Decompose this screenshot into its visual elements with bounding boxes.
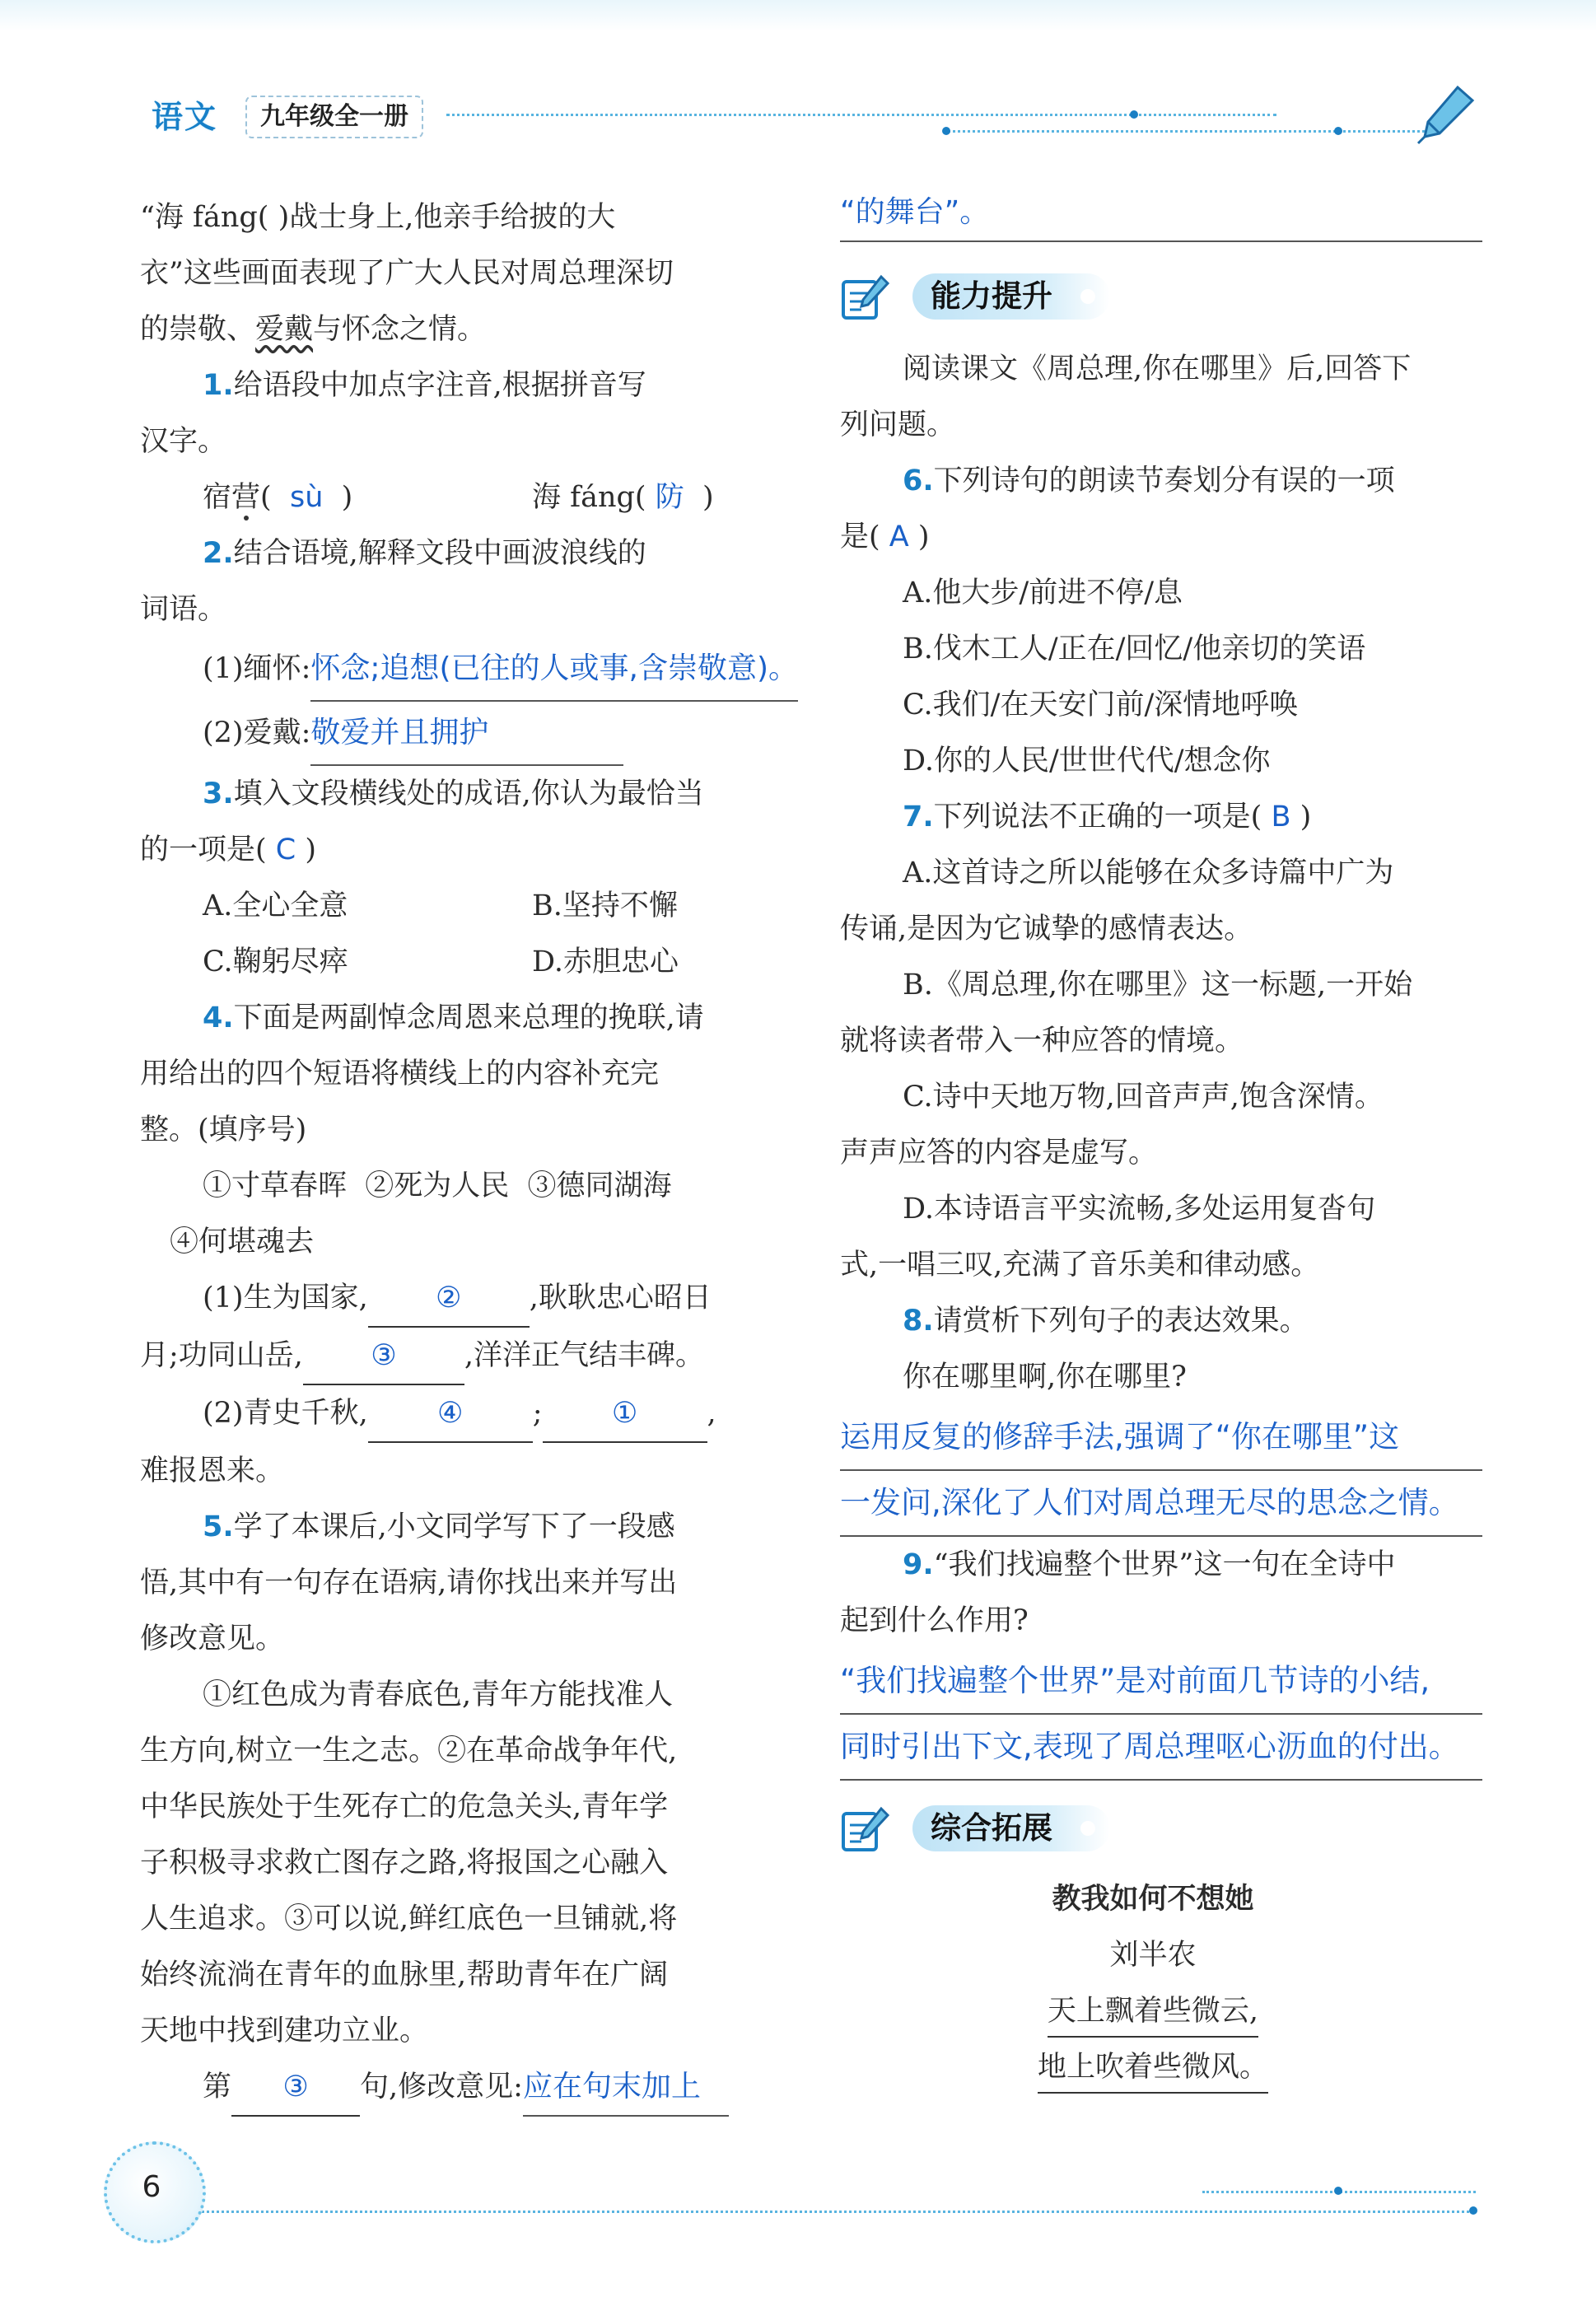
answer: 应在句末加上 (523, 2059, 729, 2117)
option-a: A.全心全意 (203, 889, 348, 922)
question-6 (840, 453, 1482, 509)
text: ,耿耿忠心昭日 (529, 1282, 712, 1314)
question-9 (840, 1537, 1482, 1593)
option-a: 传诵,是因为它诚挚的感情表达。 (840, 913, 1253, 945)
question-text: 填入文段横线处的成语,你认为最恰当 (233, 777, 704, 810)
question-text: 修改意见。 (140, 1622, 285, 1655)
question-number: 3. (203, 777, 234, 810)
q4-options: ①寸草春晖 ②死为人民 ③德同湖海 (203, 1170, 672, 1202)
answer: A (889, 521, 909, 553)
option-a: A.他大步/前进不停/息 (903, 577, 1183, 609)
poem-title: 教我如何不想她 (1052, 1883, 1254, 1916)
q3-options (140, 878, 776, 934)
question-text: 请赏析下列句子的表达效果。 (933, 1305, 1309, 1338)
page-header (140, 89, 1474, 138)
option-c: C.诗中天地万物,回音声声,饱含深情。 (903, 1081, 1384, 1113)
intro-line: 衣”这些画面表现了广大人民对周总理深切 (140, 257, 674, 290)
label: (1)缅怀: (203, 652, 311, 685)
q2-2 (140, 702, 776, 766)
text: 的一项是( (140, 833, 267, 866)
section-header-ability (840, 272, 1219, 321)
q1-answers (140, 469, 776, 525)
option-b: B.坚持不懈 (532, 889, 678, 922)
answer: ④ (368, 1385, 533, 1443)
q4-options: ④何堪魂去 (170, 1226, 315, 1258)
option-d: D.赤胆忠心 (532, 945, 679, 978)
poem-author: 刘半农 (1109, 1939, 1197, 1972)
question-number: 5. (203, 1510, 234, 1543)
reading-intro: 列问题。 (840, 409, 956, 441)
question-8 (840, 1293, 1482, 1349)
question-text: 下列诗句的朗读节奏划分有误的一项 (933, 465, 1395, 497)
reading-intro: 阅读课文《周总理,你在哪里》后,回答下 (903, 352, 1412, 385)
pen-icon (1412, 82, 1477, 148)
passage-line: 中华民族处于生死存亡的危急关头,青年学 (140, 1790, 669, 1823)
text: 月;功同山岳, (140, 1339, 303, 1372)
text: 第 (203, 2071, 232, 2103)
passage-line: 始终流淌在青年的血脉里,帮助青年在广阔 (140, 1959, 669, 1991)
text: 宿 (203, 481, 232, 514)
text: ) (305, 833, 317, 866)
answer: 敬爱并且拥护 (310, 702, 623, 766)
question-number: 9. (903, 1548, 934, 1581)
answer: 防 (655, 481, 684, 514)
question-1 (140, 357, 776, 413)
text: ) (917, 521, 930, 553)
option-b: B.《周总理,你在哪里》这一标题,一开始 (903, 969, 1413, 1001)
question-7 (840, 789, 1482, 845)
passage-line: 生方向,树立一生之志。②在革命战争年代, (140, 1734, 678, 1767)
answer: 同时引出下文,表现了周总理呕心沥血的付出。 (840, 1715, 1482, 1781)
answer: ② (368, 1270, 530, 1328)
question-text (140, 822, 776, 878)
question-number: 7. (903, 801, 934, 833)
question-4 (140, 990, 776, 1046)
answer: 怀念;追想(已往的人或事,含崇敬意)。 (310, 637, 798, 702)
answer: “我们找遍整个世界”是对前面几节诗的小结, (840, 1649, 1482, 1715)
option-d: D.本诗语言平实流畅,多处运用复沓句 (903, 1193, 1376, 1226)
question-text: 学了本课后,小文同学写下了一段感 (233, 1510, 675, 1543)
text: (2)青史千秋, (203, 1397, 368, 1430)
q5-answer (140, 2059, 776, 2117)
text: (1)生为国家, (203, 1282, 368, 1314)
passage-line: 天地中找到建功立业。 (140, 2015, 429, 2047)
text: ) (702, 481, 714, 514)
question-text: 结合语境,解释文段中画波浪线的 (233, 537, 646, 570)
q4-2 (140, 1385, 776, 1443)
question-number: 6. (903, 465, 934, 497)
question-text: “我们找遍整个世界”这一句在全诗中 (933, 1548, 1396, 1581)
q3-options (140, 934, 776, 990)
footer-dotted-line (191, 2211, 1476, 2213)
text: 的崇敬、 (140, 313, 256, 346)
text: 与怀念之情。 (313, 313, 487, 346)
right-column (840, 184, 1482, 242)
header-dotted-line-2 (947, 130, 1441, 133)
dotted-char: 营 (231, 481, 261, 514)
option-b: 就将读者带入一种应答的情境。 (840, 1025, 1244, 1057)
question-text (840, 509, 1482, 565)
question-2 (140, 525, 776, 581)
page-number: 6 (142, 2170, 161, 2204)
section-title: 能力提升 (912, 273, 1110, 320)
text: 是( (840, 521, 880, 553)
intro-line (140, 301, 776, 357)
text: ) (341, 481, 353, 514)
poem (840, 1871, 1466, 2095)
answer: 运用反复的修辞手法,强调了“你在哪里”这 (840, 1405, 1482, 1471)
answer-continuation: “的舞台”。 (840, 184, 1482, 242)
answer: 一发问,深化了人们对周总理无尽的思念之情。 (840, 1471, 1482, 1537)
intro-line: “海 fáng( )战士身上,他亲手给披的大 (140, 201, 616, 234)
question-text: 汉字。 (140, 425, 227, 458)
question-text: 下面是两副悼念周恩来总理的挽联,请 (233, 1001, 704, 1034)
poem-line (840, 1983, 1466, 2039)
poem-line-text: 地上吹着些微风。 (1038, 2043, 1268, 2094)
question-text: 词语。 (140, 593, 227, 626)
header-dot (1334, 127, 1342, 135)
top-band (0, 0, 1596, 31)
footer-dot (1334, 2187, 1342, 2195)
passage-line: 子积极寻求救亡图存之路,将报国之心融入 (140, 1846, 669, 1879)
question-text: 用给出的四个短语将横线上的内容补充完 (140, 1057, 660, 1090)
quote-sentence: 你在哪里啊,你在哪里? (903, 1361, 1187, 1394)
left-column (140, 189, 799, 2117)
label: (2)爱戴: (203, 717, 311, 749)
option-c: C.我们/在天安门前/深情地呼唤 (903, 689, 1299, 721)
question-number: 4. (203, 1001, 234, 1034)
text: ; (532, 1397, 543, 1430)
passage-line: ①红色成为青春底色,青年方能找准人 (203, 1678, 674, 1711)
question-number: 1. (203, 369, 234, 402)
grade-label: 九年级全一册 (245, 96, 423, 138)
text: 句,修改意见: (360, 2071, 523, 2103)
question-text: 整。(填序号) (140, 1113, 307, 1146)
q4-2b: 难报恩来。 (140, 1454, 285, 1487)
option-d: 式,一唱三叹,充满了音乐美和律动感。 (840, 1249, 1320, 1282)
header-dot (942, 127, 950, 135)
answer: ③ (231, 2059, 360, 2117)
subject-label: 语文 (152, 99, 218, 135)
option-c: 声声应答的内容是虚写。 (840, 1137, 1158, 1170)
text: ) (1300, 801, 1312, 833)
question-5 (140, 1499, 776, 1555)
poem-line-text: 天上飘着些微云, (1048, 1987, 1258, 2038)
edit-icon (840, 1805, 891, 1853)
header-dotted-line (446, 114, 1276, 116)
option-b: B.伐木工人/正在/回忆/他亲切的笑语 (903, 633, 1366, 665)
answer: C (275, 833, 296, 866)
footer-dot (1469, 2206, 1477, 2215)
passage-line: 人生追求。③可以说,鲜红底色一旦铺就,将 (140, 1902, 678, 1935)
text: 海 fáng( (532, 481, 646, 514)
poem-line (840, 2039, 1466, 2095)
wavy-word: 爱戴 (255, 313, 314, 346)
section-title: 综合拓展 (912, 1805, 1110, 1851)
option-a: A.这首诗之所以能够在众多诗篇中广为 (903, 857, 1394, 889)
q4-1b (140, 1328, 776, 1385)
question-text: 下列说法不正确的一项是( (933, 801, 1262, 833)
answer: ① (543, 1385, 707, 1443)
q4-1 (140, 1270, 776, 1328)
text: , (707, 1397, 716, 1430)
question-3 (140, 766, 776, 822)
right-column-body (840, 341, 1482, 1781)
option-c: C.鞠躬尽瘁 (203, 945, 348, 978)
option-d: D.你的人民/世世代代/想念你 (903, 745, 1271, 777)
q2-1 (140, 637, 799, 702)
answer: B (1271, 801, 1291, 833)
question-text: 起到什么作用? (840, 1604, 1029, 1637)
question-number: 2. (203, 537, 234, 570)
section-header-extension (840, 1804, 1219, 1853)
answer: ③ (303, 1328, 464, 1385)
answer: sù (289, 481, 324, 514)
question-number: 8. (903, 1305, 934, 1338)
question-text: 给语段中加点字注音,根据拼音写 (233, 369, 646, 402)
text: ( (260, 481, 272, 514)
text: ,洋洋正气结丰碑。 (464, 1339, 705, 1372)
edit-icon (840, 273, 891, 321)
header-dot (1130, 110, 1138, 119)
question-text: 悟,其中有一句存在语病,请你找出来并写出 (140, 1566, 678, 1599)
